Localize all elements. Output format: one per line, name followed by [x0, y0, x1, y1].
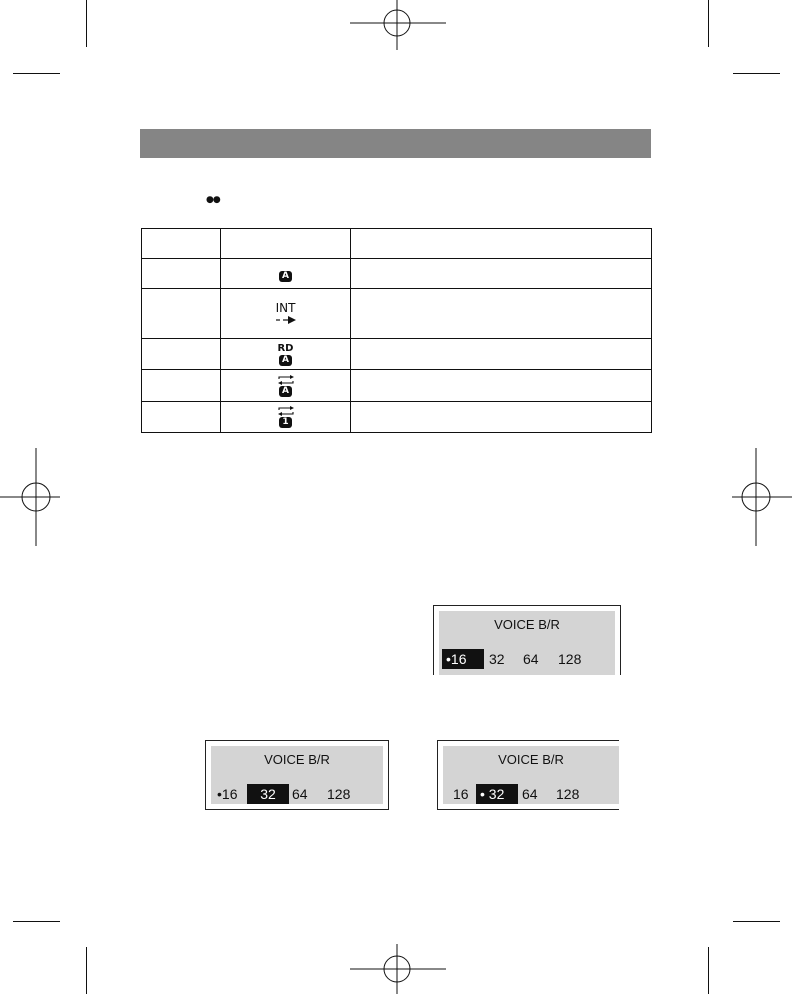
lcd-option: 128: [327, 786, 351, 802]
table-cell: [351, 229, 652, 259]
table-cell: [221, 370, 351, 402]
table-cell: [142, 402, 221, 433]
lcd-option: 64: [522, 786, 538, 802]
table-row: [142, 289, 652, 339]
random-icon: [221, 343, 350, 366]
table-cell: [142, 259, 221, 289]
rd-label: RD: [277, 342, 294, 354]
table-row: [142, 259, 652, 289]
lcd-title: VOICE B/R: [264, 752, 330, 767]
registration-mark-bottom: [350, 944, 446, 994]
table-cell: [351, 289, 652, 339]
registration-mark-right: [732, 448, 792, 546]
lcd-panel-voice-bitrate-2: [205, 740, 389, 810]
table-cell: [221, 402, 351, 433]
crop-mark-top-right-vertical: [708, 0, 709, 47]
crop-mark-bottom-left-horizontal: [13, 921, 60, 922]
table-cell: [142, 370, 221, 402]
repeat-all-icon: A: [279, 271, 292, 282]
table-cell: [142, 229, 221, 259]
lcd-screen: [443, 746, 619, 804]
lcd-option: 128: [556, 786, 580, 802]
lcd-title: VOICE B/R: [494, 617, 560, 632]
table-cell: [221, 289, 351, 339]
repeat-loop-one-icon: [221, 406, 350, 428]
lcd-option: 16: [453, 786, 469, 802]
table-cell: [142, 289, 221, 339]
intro-icon: [221, 302, 350, 325]
all-tag-icon: A: [279, 386, 292, 397]
section-header-bar: [140, 129, 651, 158]
table-cell: [221, 229, 351, 259]
table-cell: [351, 370, 652, 402]
lcd-option: 64: [292, 786, 308, 802]
loop-arrows-icon: [276, 406, 296, 416]
playback-mode-table: [141, 228, 652, 433]
lcd-option: •16: [217, 786, 238, 802]
table-cell: [351, 402, 652, 433]
int-label: INT: [275, 301, 296, 315]
crop-mark-top-right-horizontal: [733, 73, 780, 74]
crop-mark-bottom-left-vertical: [86, 947, 87, 994]
lcd-option-selected: •16: [442, 649, 484, 669]
table-row: [142, 339, 652, 370]
all-tag-icon: A: [279, 355, 292, 366]
lcd-option: 64: [523, 651, 539, 667]
table-cell: [142, 339, 221, 370]
lcd-panel-voice-bitrate-1: [433, 605, 621, 675]
double-bullet-symbol: ●●: [206, 195, 220, 205]
crop-mark-top-left-horizontal: [13, 73, 60, 74]
repeat-loop-all-icon: [221, 375, 350, 397]
lcd-option-selected: 32: [247, 784, 289, 804]
table-row: [142, 402, 652, 433]
lcd-option: 32: [489, 651, 505, 667]
table-cell: [351, 259, 652, 289]
registration-mark-left: [0, 448, 60, 546]
registration-mark-top: [350, 0, 446, 50]
table-cell: [221, 259, 351, 289]
lcd-panel-voice-bitrate-3: [437, 740, 619, 810]
lcd-screen: [211, 746, 383, 804]
loop-arrows-icon: [276, 375, 296, 385]
lcd-screen: [439, 611, 615, 675]
lcd-title: VOICE B/R: [498, 752, 564, 767]
crop-mark-bottom-right-vertical: [708, 947, 709, 994]
crop-mark-top-left-vertical: [86, 0, 87, 47]
table-row: [142, 370, 652, 402]
dashed-arrow-icon: [275, 315, 297, 325]
lcd-option-selected: • 32: [476, 784, 518, 804]
table-cell: [221, 339, 351, 370]
table-header-row: [142, 229, 652, 259]
crop-mark-bottom-right-horizontal: [733, 921, 780, 922]
table-cell: [351, 339, 652, 370]
one-tag-icon: 1: [279, 417, 292, 428]
lcd-option: 128: [558, 651, 582, 667]
